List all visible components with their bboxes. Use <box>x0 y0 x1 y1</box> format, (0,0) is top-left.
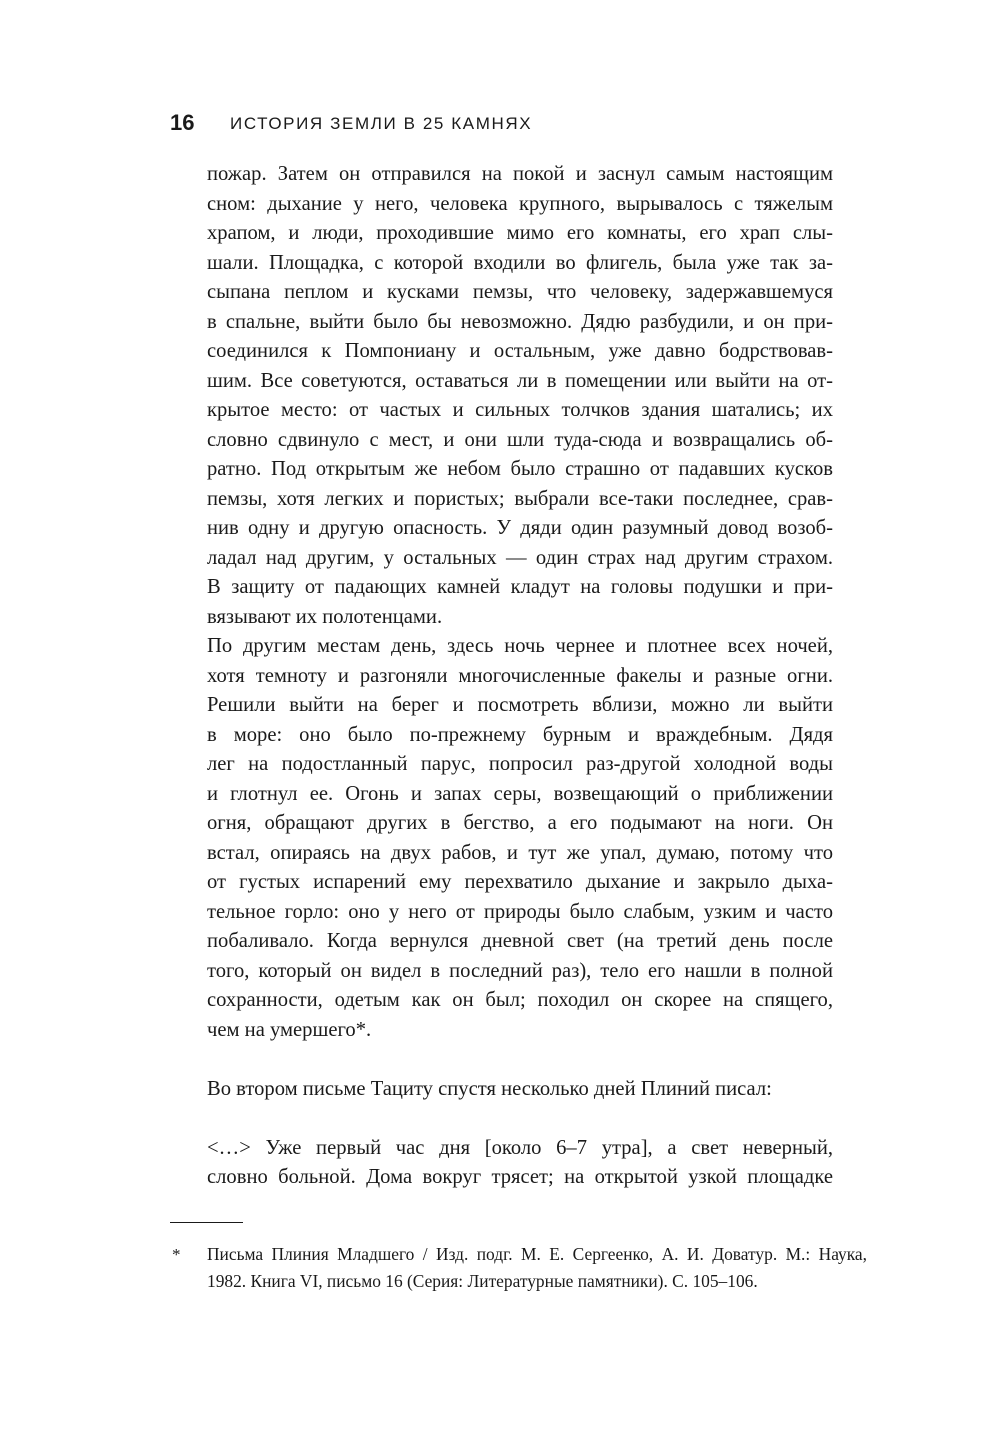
text-line: храпом, и люди, проходившие мимо его комнаты, его храп слы- <box>207 222 833 244</box>
text-line: сном: дыхание у него, человека крупного, вырывалось с тяжелым <box>207 192 833 215</box>
text-line: пожар. Затем он отправился на покой и заснул самым настоящим <box>207 163 833 185</box>
text-line: и глотнул ее. Огонь и запах серы, возвещающий о приближении <box>207 782 833 805</box>
text-line: в море: оно было по-прежнему бурным и враждебным. Дядя <box>207 723 833 746</box>
running-title: ИСТОРИЯ ЗЕМЛИ В 25 КАМНЯХ <box>230 114 533 133</box>
body-text <box>207 160 833 1193</box>
quote-paragraph-1 <box>207 160 833 632</box>
text-line: чем на умершего*. <box>207 1018 372 1041</box>
narration-paragraph <box>207 1075 833 1105</box>
text-line: сохранности, одетым как он был; походил он скорее на спящего, <box>207 989 833 1011</box>
paragraph-gap <box>207 1045 833 1075</box>
text-line: соединился к Помпониану и остальным, уже давно бодрствовав- <box>207 340 833 362</box>
footnote-divider <box>170 1222 243 1223</box>
text-line: сыпана пеплом и кусками пемзы, что человеку, задержавшемуся <box>207 281 833 303</box>
text-line: По другим местам день, здесь ночь чернее и плотнее всех ночей, <box>207 635 833 657</box>
quote-paragraph-2 <box>207 632 833 1045</box>
text-line: хотя темноту и разгоняли многочисленные факелы и разные огни. <box>207 664 833 687</box>
text-line: Решили выйти на берег и посмотреть вблизи, можно ли выйти <box>207 694 833 716</box>
text-line: вязывают их полотенцами. <box>207 605 443 628</box>
text-line: того, который он видел в последний раз), тело его нашли в полной <box>207 959 833 982</box>
text-line: нив одну и другую опасность. У дяди один разумный довод возоб- <box>207 517 833 539</box>
text-line: огня, обращают других в бегство, а его подымают на ноги. Он <box>207 812 833 834</box>
paragraph-gap <box>207 1104 833 1134</box>
text-line: побаливало. Когда вернулся дневной свет (на третий день после <box>207 930 833 952</box>
text-line: ратно. Под открытым же небом было страшно от падавших кусков <box>207 458 833 480</box>
text-line: В защиту от падающих камней кладут на головы подушки и при- <box>207 576 833 598</box>
quote-paragraph-3 <box>207 1134 833 1193</box>
footnote-marker: * <box>172 1245 181 1264</box>
text-line: крытое место: от частых и сильных толчков здания шатались; их <box>207 399 833 421</box>
text-line: ладал над другим, у остальных — один страх над другим страхом. <box>207 546 833 569</box>
text-line: тельное горло: оно у него от природы было слабым, узким и часто <box>207 900 833 923</box>
footnote-line: 1982. Книга VI, письмо 16 (Серия: Литературные памятники). С. 105–106. <box>207 1271 758 1291</box>
text-line: от густых испарений ему перехватило дыхание и закрыло дыха- <box>207 871 833 893</box>
page-number: 16 <box>170 110 195 135</box>
footnote-text <box>207 1241 867 1295</box>
text-line: в спальне, выйти было бы невозможно. Дядю разбудили, и он при- <box>207 310 833 333</box>
text-line: шим. Все советуются, оставаться ли в помещении или выйти на от- <box>207 369 833 392</box>
text-line: словно больной. Дома вокруг трясет; на открытой узкой площадке <box>207 1166 833 1188</box>
text-line: встал, опираясь на двух рабов, и тут же упал, думаю, потому что <box>207 841 833 864</box>
footnote-line: Письма Плиния Младшего / Изд. подг. М. Е. Сергеенко, А. И. Доватур. М.: Наука, <box>207 1244 867 1264</box>
text-line: словно сдвинуло с мест, и они шли туда-сюда и возвращались об- <box>207 428 833 451</box>
text-line: пемзы, хотя легких и пористых; выбрали все-таки последнее, срав- <box>207 487 833 510</box>
text-line: Во втором письме Тациту спустя несколько дней Плиний писал: <box>207 1077 772 1100</box>
text-line: <…> Уже первый час дня [около 6–7 утра], а свет неверный, <box>207 1136 833 1159</box>
text-line: шали. Площадка, с которой входили во флигель, была уже так за- <box>207 251 833 274</box>
text-line: лег на подостланный парус, попросил раз-другой холодной воды <box>207 753 833 775</box>
